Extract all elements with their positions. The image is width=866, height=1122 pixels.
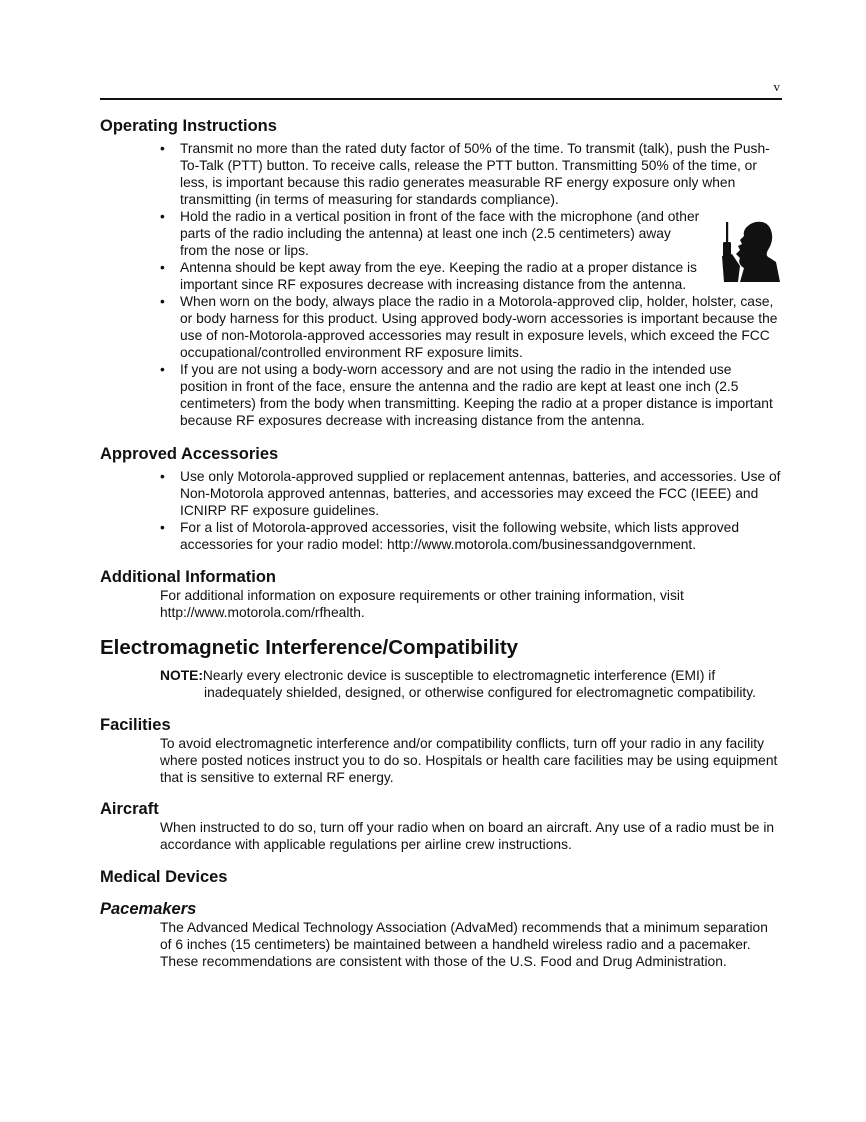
list-item: • Transmit no more than the rated duty factor of 50% of the time. To transmit (talk), push the Push-To-Talk (PTT) button. To receive calls, release the PTT button. Transmitting 50% of the time, or less, is important because this radio generates measurable RF energy exposure only when transmitting (in terms of measuring for standards compliance).: [180, 140, 782, 208]
list-item: • For a list of Motorola-approved accessories, visit the following website, which lists approved accessories for your radio model: http://www.motorola.com/businessandgovernment.: [180, 519, 782, 553]
heading-facilities: Facilities: [100, 716, 171, 734]
note-text: Nearly every electronic device is susceptible to electromagnetic interference (EMI) if inadequately shielded, designed, or otherwise configured for electromagnetic compatibility.: [202, 668, 756, 700]
heading-approved-accessories: Approved Accessories: [100, 445, 279, 463]
list-item: • Hold the radio in a vertical position in front of the face with the microphone (and other parts of the radio including the antenna) at least one inch (2.5 centimeters) away from the nose or lips.: [180, 208, 700, 259]
list-item: • If you are not using a body-worn accessory and are not using the radio in the intended use position in front of the face, ensure the antenna and the radio are kept at least one inch (2.5 centimeters) from the body when transmitting. Keeping the radio at a proper distance is important because RF exposures decrease with increasing distance from the antenna.: [180, 361, 782, 429]
accessories-list: [100, 468, 782, 553]
emi-note: [160, 667, 782, 701]
note-label: NOTE:: [160, 668, 203, 683]
list-item: • Use only Motorola-approved supplied or replacement antennas, batteries, and accessories. Use of Non-Motorola approved antennas, batteries, and accessories may exceed the FCC (IEEE) and ICNIRP RF exposure guidelines.: [180, 468, 782, 519]
heading-emi-compatibility: Electromagnetic Interference/Compatibility: [100, 636, 519, 659]
heading-operating-instructions: Operating Instructions: [100, 117, 277, 135]
list-item: • Antenna should be kept away from the eye. Keeping the radio at a proper distance is important since RF exposures decrease with increasing distance from the antenna.: [180, 259, 700, 293]
aircraft-text: When instructed to do so, turn off your radio when on board an aircraft. Any use of a radio must be in accordance with applicable regulations per airline crew instructions.: [160, 820, 775, 852]
page-content: [100, 116, 782, 970]
header-rule: [100, 98, 782, 100]
heading-additional-information: Additional Information: [100, 568, 276, 586]
heading-medical-devices: Medical Devices: [100, 868, 228, 886]
heading-pacemakers: Pacemakers: [100, 900, 197, 918]
operating-list: [100, 140, 782, 429]
heading-aircraft: Aircraft: [100, 800, 159, 818]
page-number: v: [773, 79, 780, 94]
facilities-text: To avoid electromagnetic interference and/or compatibility conflicts, turn off your radio in any facility where posted notices instruct you to do so. Hospitals or health care facilities may be using equipment that is sensitive to external RF energy.: [160, 736, 778, 785]
list-item: • When worn on the body, always place the radio in a Motorola-approved clip, holder, holster, case, or body harness for this product. Using approved body-worn accessories is important because the use of non-Motorola-approved accessories may result in exposure levels, which exceed the FCC occupational/controlled environment RF exposure limits.: [180, 293, 782, 361]
pacemakers-text: The Advanced Medical Technology Association (AdvaMed) recommends that a minimum separation of 6 inches (15 centimeters) be maintained between a handheld wireless radio and a pacemaker. These recommendations are consistent with those of the U.S. Food and Drug Administration.: [160, 920, 768, 969]
additional-information-text: For additional information on exposure requirements or other training information, visit http://www.motorola.com/rfhealth.: [160, 588, 684, 620]
